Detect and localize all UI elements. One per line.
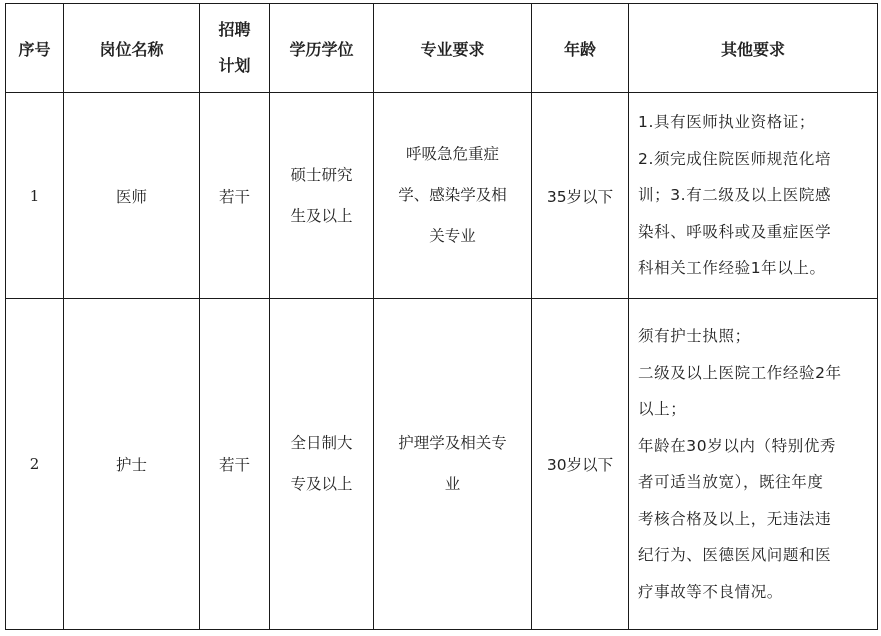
requirement-line: 二级及以上医院工作经验2年	[638, 363, 842, 382]
cell-other-requirements	[629, 299, 878, 630]
education-line: 生及以上	[290, 206, 353, 225]
header-other: 其他要求	[629, 4, 878, 93]
cell-plan: 若干	[200, 93, 270, 299]
header-index: 序号	[6, 4, 64, 93]
header-plan-line2: 计划	[218, 56, 251, 75]
header-plan	[200, 4, 270, 93]
cell-major	[374, 299, 532, 630]
requirement-line: 染科、呼吸科或及重症医学	[638, 222, 832, 241]
cell-index: 2	[6, 299, 64, 630]
requirement-line: 须有护士执照；	[638, 327, 751, 345]
header-major: 专业要求	[374, 4, 532, 93]
cell-age: 35岁以下	[532, 93, 629, 299]
requirement-line: 1.具有医师执业资格证；	[638, 113, 815, 132]
cell-education	[270, 93, 374, 299]
major-line: 呼吸急危重症	[405, 145, 499, 163]
requirement-line: 2.须完成住院医师规范化培	[638, 149, 832, 168]
major-line: 关专业	[429, 227, 476, 245]
cell-position: 医师	[64, 93, 200, 299]
table-row	[6, 93, 878, 299]
cell-education	[270, 299, 374, 630]
cell-position: 护士	[64, 299, 200, 630]
requirement-line: 纪行为、医德医风问题和医	[638, 546, 832, 564]
header-plan-line1: 招聘	[218, 20, 251, 39]
header-education: 学历学位	[270, 4, 374, 93]
cell-other-requirements	[629, 93, 878, 299]
header-age: 年龄	[532, 4, 629, 93]
requirement-line: 者可适当放宽），既往年度	[638, 473, 824, 491]
cell-major	[374, 93, 532, 299]
header-position: 岗位名称	[64, 4, 200, 93]
requirement-line: 年龄在30岁以内（特别优秀	[638, 436, 837, 455]
requirement-line: 以上；	[638, 400, 687, 418]
header-row	[6, 4, 878, 93]
requirement-line: 考核合格及以上，无违法违	[638, 509, 832, 528]
education-line: 硕士研究	[290, 165, 353, 184]
requirement-line: 训；3.有二级及以上医院感	[638, 186, 832, 205]
education-line: 专及以上	[290, 475, 353, 493]
requirement-line: 科相关工作经验1年以上。	[638, 259, 826, 278]
recruitment-table	[5, 3, 878, 630]
cell-index: 1	[6, 93, 64, 299]
major-line: 业	[444, 475, 461, 493]
education-line: 全日制大	[290, 434, 353, 452]
cell-age: 30岁以下	[532, 299, 629, 630]
major-line: 学、感染学及相	[398, 186, 507, 204]
major-line: 护理学及相关专	[398, 434, 507, 452]
table-row	[6, 299, 878, 630]
cell-plan: 若干	[200, 299, 270, 630]
requirement-line: 疗事故等不良情况。	[638, 582, 783, 601]
